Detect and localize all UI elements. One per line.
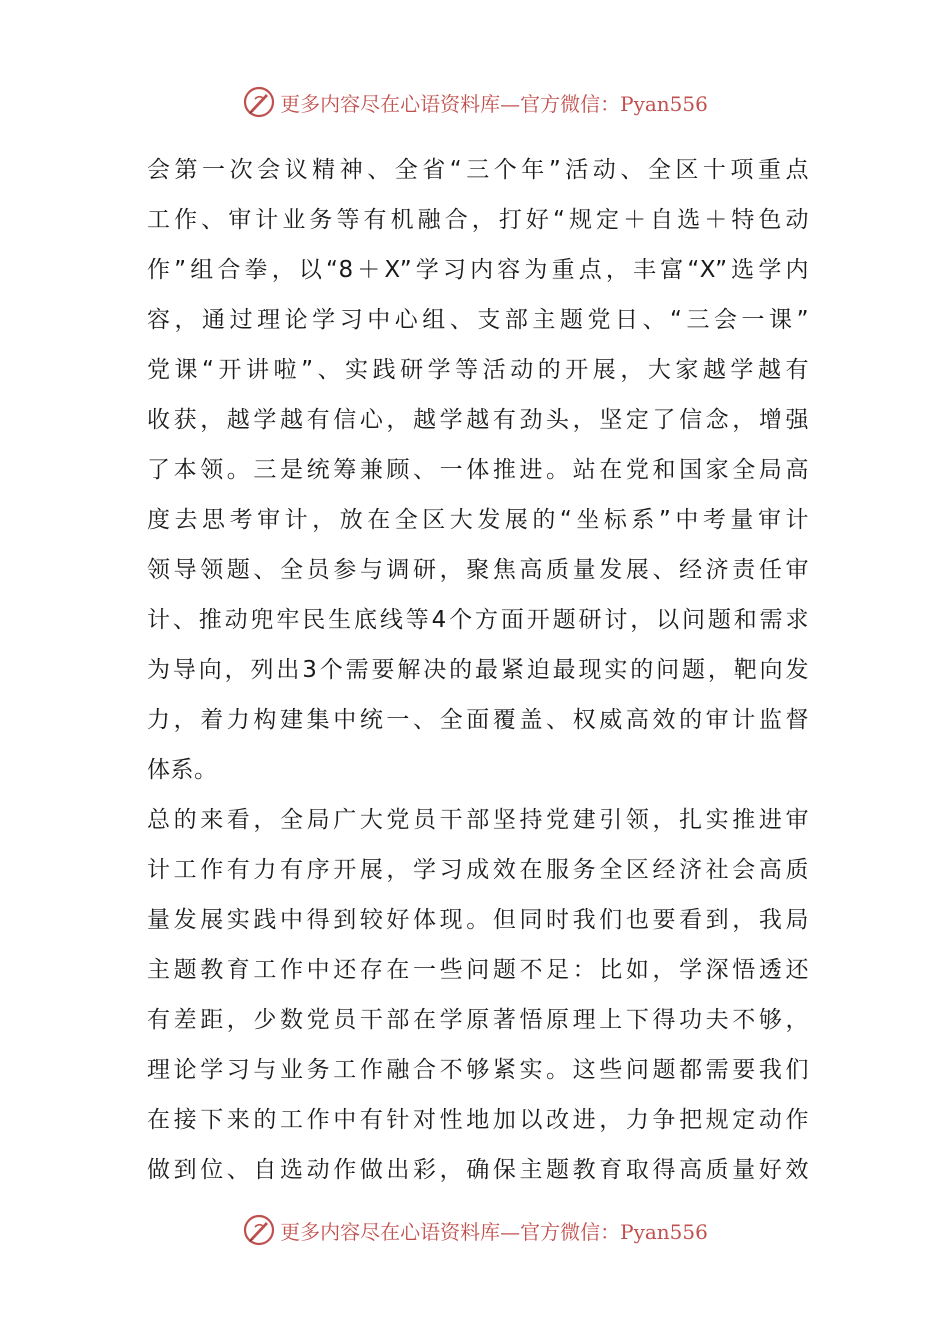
text-line: 计、推动兜牢民生底线等4个方面开题研讨，以问题和需求 [147, 607, 809, 633]
header-banner [0, 82, 950, 122]
text-line: 计工作有力有序开展，学习成效在服务全区经济社会高质 [147, 857, 809, 883]
pen-logo-icon [242, 1213, 276, 1247]
text-line: 做到位、自选动作做出彩，确保主题教育取得高质量好效 [147, 1157, 809, 1183]
text-line: 理论学习与业务工作融合不够紧实。这些问题都需要我们 [147, 1057, 809, 1083]
text-line: 了本领。三是统筹兼顾、一体推进。站在党和国家全局高 [147, 457, 809, 483]
footer-banner [0, 1210, 950, 1250]
text-line: 容，通过理论学习中心组、支部主题党日、“三会一课” [147, 307, 809, 333]
header-banner-text: 更多内容尽在心语资料库—官方微信：Pyan556 [280, 91, 708, 116]
text-line: 党课“开讲啦”、实践研学等活动的开展，大家越学越有 [147, 357, 809, 383]
text-line: 收获，越学越有信心，越学越有劲头，坚定了信念，增强 [147, 407, 809, 433]
text-line: 量发展实践中得到较好体现。但同时我们也要看到，我局 [147, 907, 809, 933]
text-line: 工作、审计业务等有机融合，打好“规定＋自选＋特色动 [147, 207, 809, 233]
text-line: 为导向，列出3个需要解决的最紧迫最现实的问题，靶向发 [147, 657, 809, 683]
footer-banner-text: 更多内容尽在心语资料库—官方微信：Pyan556 [280, 1219, 708, 1244]
text-line: 会第一次会议精神、全省“三个年”活动、全区十项重点 [147, 157, 809, 183]
text-line: 总的来看，全局广大党员干部坚持党建引领，扎实推进审 [147, 807, 809, 833]
text-line: 作”组合拳，以“8＋X”学习内容为重点，丰富“X”选学内 [147, 257, 809, 283]
text-line: 度去思考审计，放在全区大发展的“坐标系”中考量审计 [147, 507, 809, 533]
pen-logo-icon [242, 85, 276, 119]
text-line: 主题教育工作中还存在一些问题不足：比如，学深悟透还 [147, 957, 809, 983]
text-line: 在接下来的工作中有针对性地加以改进，力争把规定动作 [147, 1107, 809, 1133]
text-line: 有差距，少数党员干部在学原著悟原理上下得功夫不够， [147, 1007, 809, 1033]
text-line: 领导领题、全员参与调研，聚焦高质量发展、经济责任审 [147, 557, 809, 583]
document-body [147, 145, 809, 1195]
text-line: 力，着力构建集中统一、全面覆盖、权威高效的审计监督 [147, 707, 809, 733]
text-line: 体系。 [147, 757, 218, 783]
